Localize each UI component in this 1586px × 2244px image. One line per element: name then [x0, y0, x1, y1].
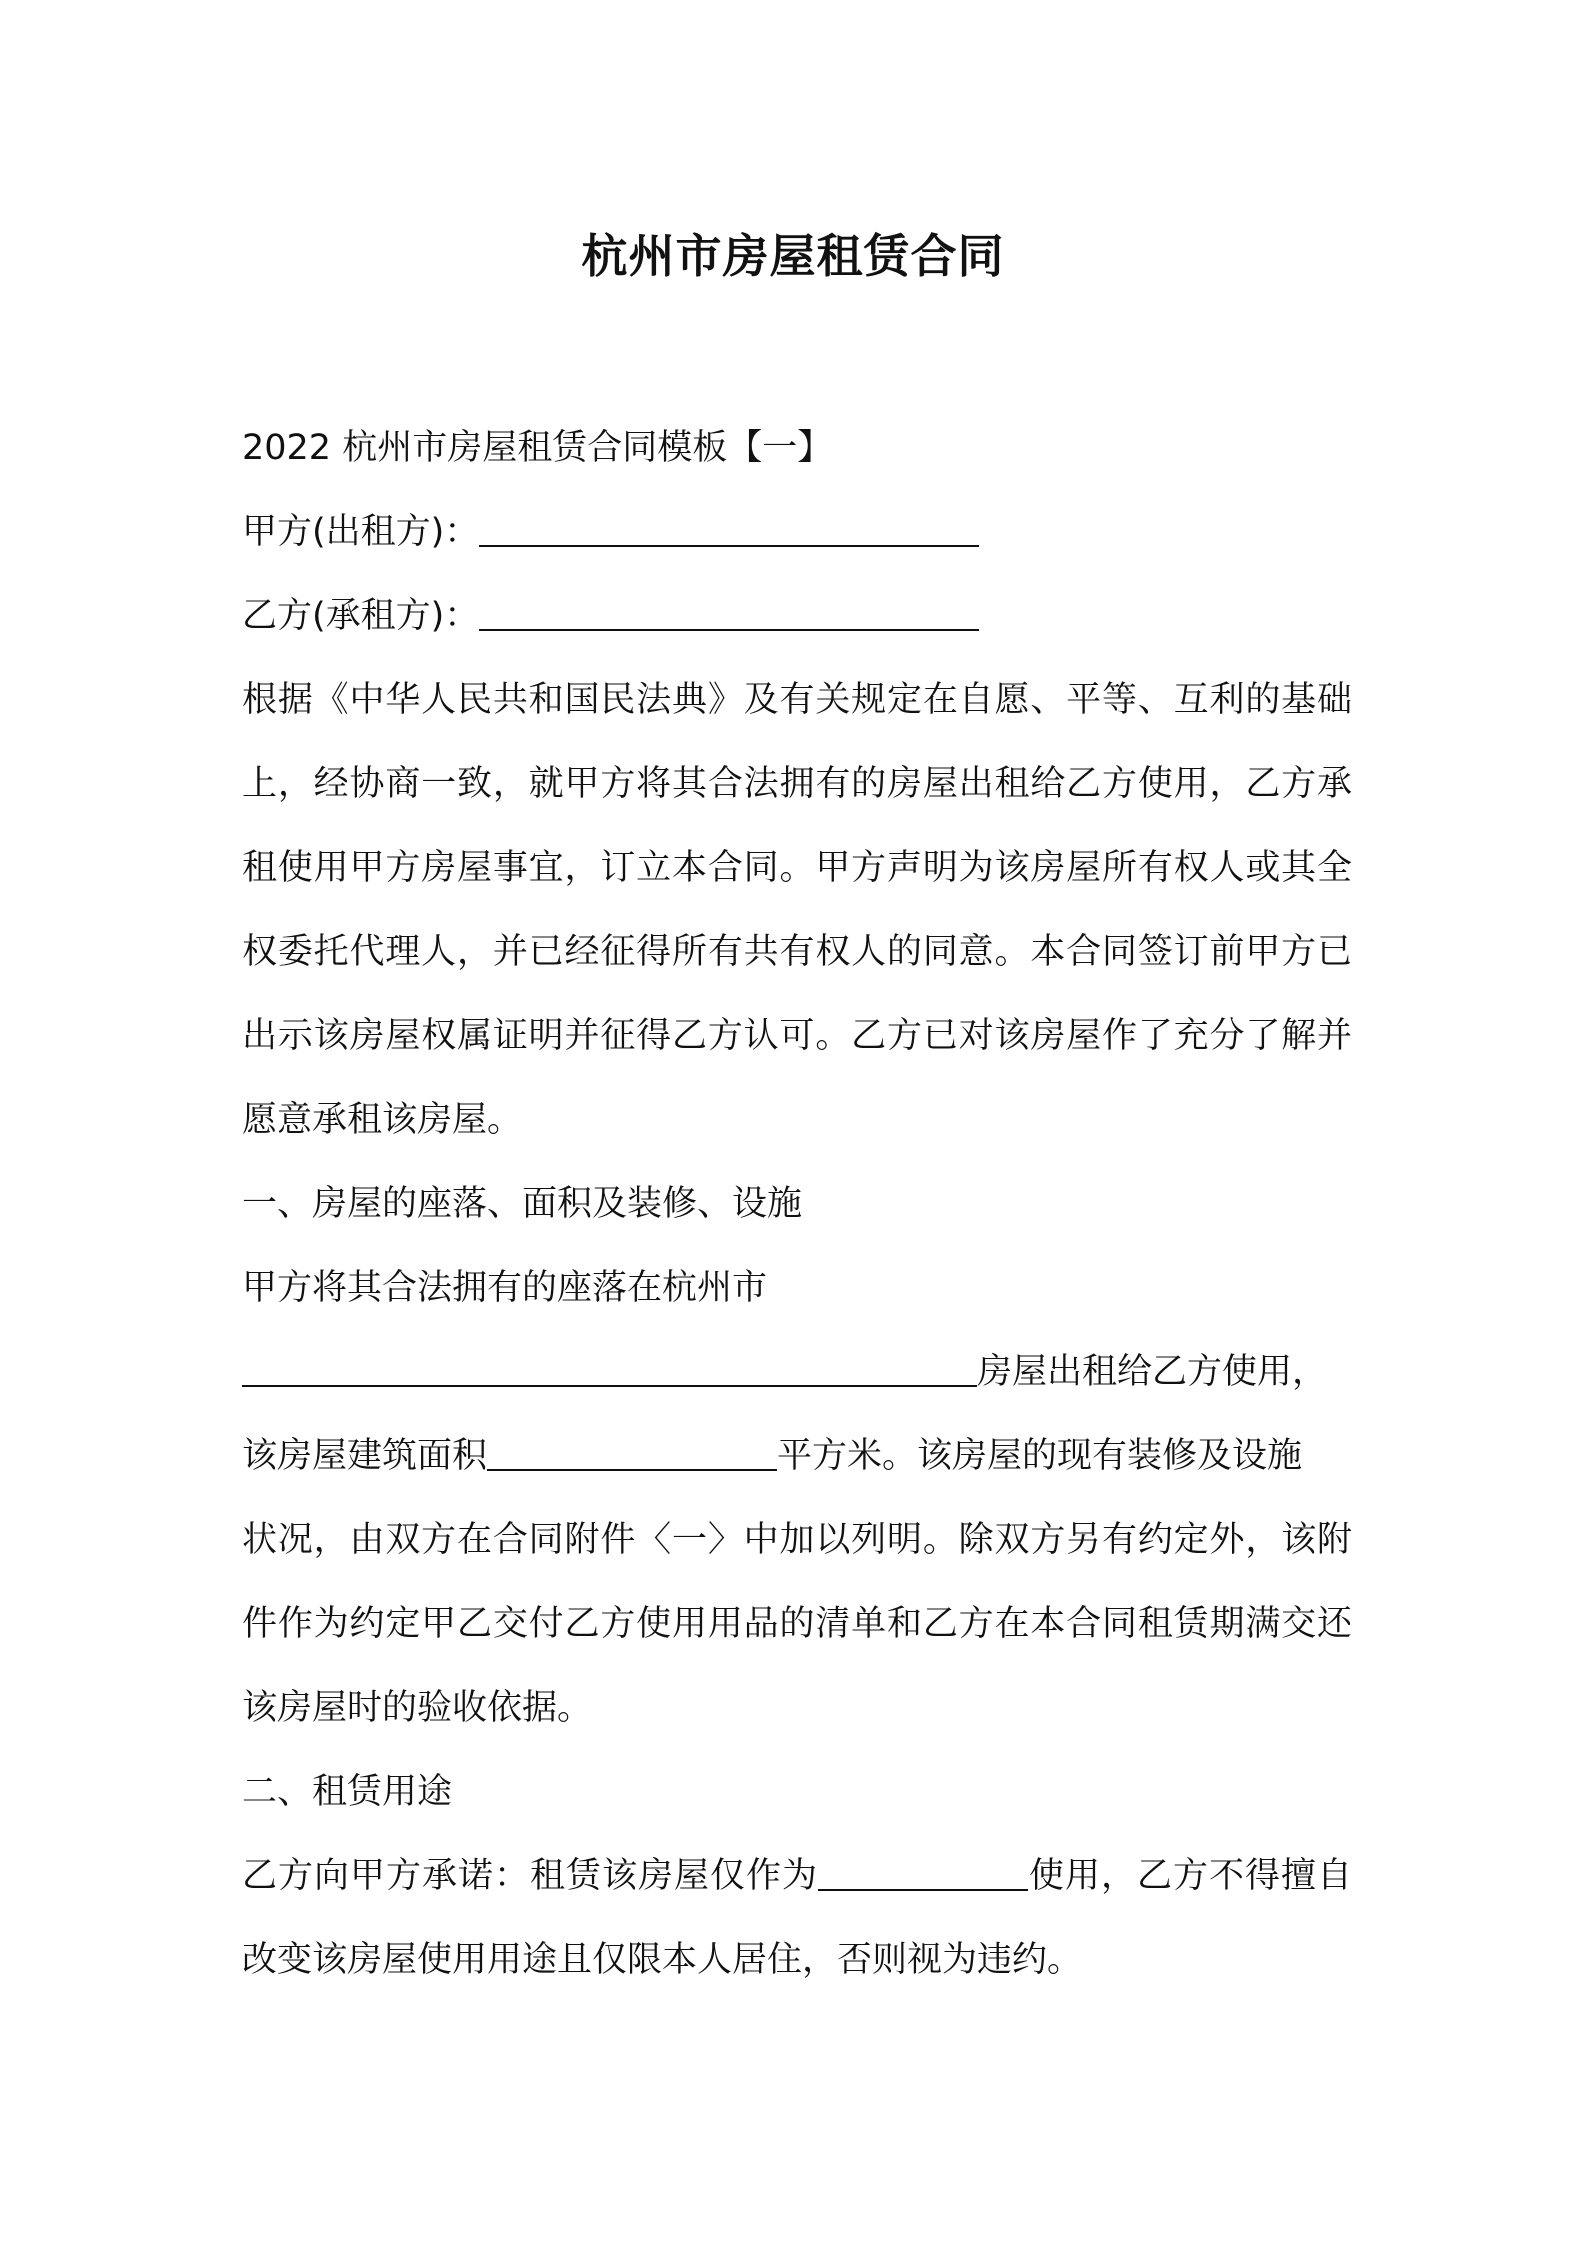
section1-heading: 一、房屋的座落、面积及装修、设施	[242, 1184, 803, 1224]
location-line: 甲方将其合法拥有的座落在杭州市	[242, 1268, 768, 1308]
usage-blank	[818, 1859, 1028, 1891]
section2-heading: 二、租赁用途	[242, 1772, 453, 1812]
address-suffix: 房屋出租给乙方使用，	[977, 1352, 1328, 1392]
usage-prefix: 乙方向甲方承诺：租赁该房屋仅作为	[242, 1856, 818, 1896]
party-a-row	[242, 490, 1352, 574]
area-blank	[487, 1439, 777, 1471]
address-row	[242, 1330, 1352, 1414]
document-subtitle: 2022 杭州市房屋租赁合同模板【一】	[242, 428, 833, 468]
document-body	[242, 406, 1352, 2002]
address-blank	[242, 1355, 977, 1387]
preamble-paragraph: 根据《中华人民共和国民法典》及有关规定在自愿、平等、互利的基础上，经协商一致，就甲方将其合法拥有的房屋出租给乙方使用，乙方承租使用甲方房屋事宜，订立本合同。甲方声明为该房屋所有权人或其全权委托代理人，并已经征得所有共有权人的同意。本合同签订前甲方已出示该房屋权属证明并征得乙方认可。乙方已对该房屋作了充分了解并愿意承租该房屋。	[242, 680, 1352, 1140]
party-b-label: 乙方(承租方)：	[242, 596, 480, 636]
party-b-row	[242, 574, 1352, 658]
area-suffix: 平方米。该房屋的现有装修及设施	[777, 1436, 1303, 1476]
party-a-label: 甲方(出租方)：	[242, 512, 480, 552]
party-b-blank	[479, 599, 979, 631]
area-row	[242, 1414, 1352, 1498]
party-a-blank	[479, 515, 979, 547]
usage-paragraph	[242, 1834, 1352, 2002]
document-title: 杭州市房屋租赁合同	[581, 229, 1005, 283]
facilities-paragraph: 状况，由双方在合同附件〈一〉中加以列明。除双方另有约定外，该附件作为约定甲乙交付乙方使用用品的清单和乙方在本合同租赁期满交还该房屋时的验收依据。	[242, 1520, 1352, 1728]
area-prefix: 该房屋建筑面积	[242, 1436, 488, 1476]
usage-suffix: 使用，乙方不得擅自改变该房屋使用用途且仅限本人居住，否则视为违约。	[242, 1856, 1352, 1980]
